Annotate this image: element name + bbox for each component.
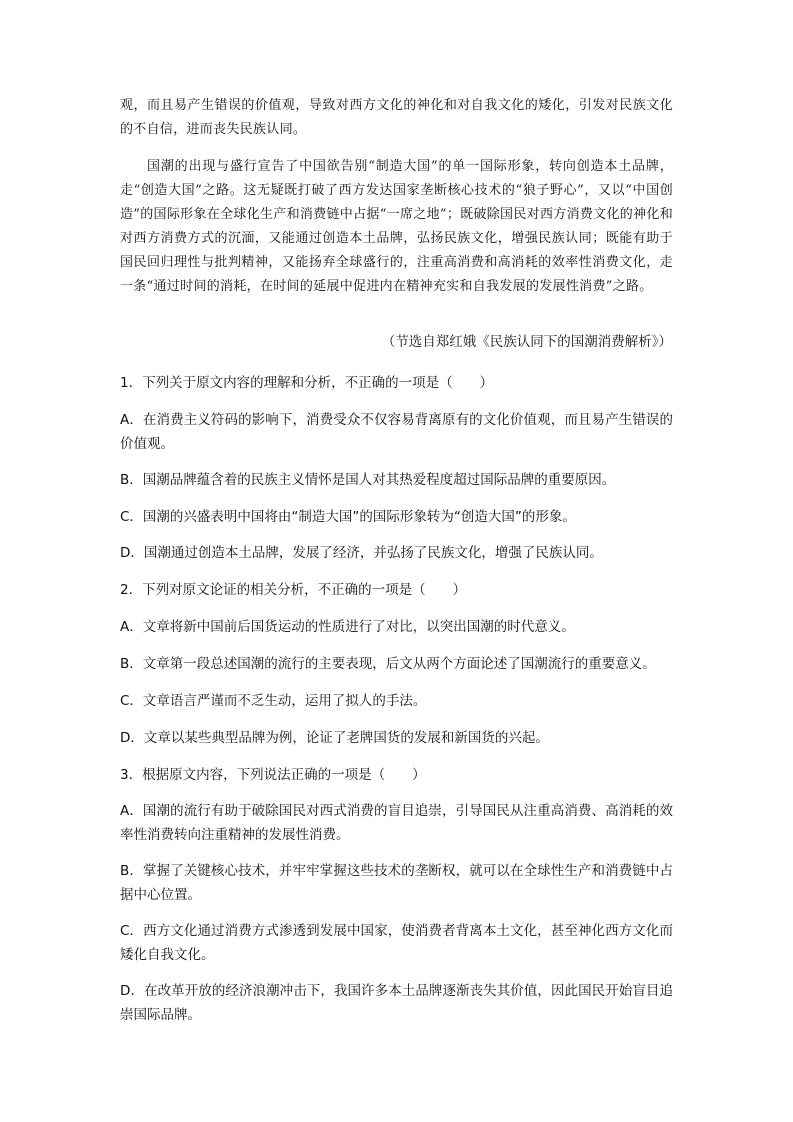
passage-paragraph-1-tail: 观，而且易产生错误的价值观，导致对西方文化的神化和对自我文化的矮化，引发对民族文化的不自信，进而丧失民族认同。 — [120, 98, 673, 137]
question-2-option-c: C．文章语言严谨而不乏生动，运用了拟人的手法。 — [120, 693, 427, 709]
question-1-option-b: B．国潮品牌蕴含着的民族主义情怀是国人对其热爱程度超过国际品牌的重要原因。 — [120, 472, 616, 488]
question-3-option-b: B．掌握了关键核心技术，并牢牢掌握这些技术的垄断权，就可以在全球性生产和消费链中占据中心位置。 — [120, 863, 673, 903]
question-2-option-d: D．文章以某些典型品牌为例，论证了老牌国货的发展和新国货的兴起。 — [120, 730, 549, 746]
question-1-option-c: C．国潮的兴盛表明中国将由“制造大国”的国际形象转为“创造大国”的形象。 — [120, 509, 576, 525]
question-3-option-a: A．国潮的流行有助于破除国民对西式消费的盲目追崇，引导国民从注重高消费、高消耗的效率性消费转向注重精神的发展性消费。 — [120, 803, 673, 843]
passage-source: （节选自郑红娥《民族认同下的国潮消费解析》） — [381, 334, 672, 350]
question-3-option-c: C．西方文化通过消费方式渗透到发展中国家，使消费者背离本土文化，甚至神化西方文化而矮化自我文化。 — [120, 923, 673, 963]
question-1-option-d: D．国潮通过创造本土品牌，发展了经济，并弘扬了民族文化，增强了民族认同。 — [120, 545, 603, 561]
question-1-stem: 1．下列关于原文内容的理解和分析，不正确的一项是（ ） — [120, 375, 494, 391]
passage-paragraph-2: 国潮的出现与盛行宣告了中国欲告别“制造大国”的单一国际形象，转向创造本土品牌，走“创造大国”之路。这无疑既打破了西方发达国家垄断核心技术的“狼子野心”，又以“中国创造”的国际形象在全球化生产和消费链中占据“一席之地”；既破除国民对西方消费文化的神化和对西方消费方式的沉湎，又能通过创造本土品牌，弘扬民族文化，增强民族认同；既能有助于国民回归理性与批判精神，又能扬弃全球盛行的，注重高消费和高消耗的效率性消费文化，走一条“通过时间的消耗，在时间的延展中促进内在精神充实和自我发展的发展性消费”之路。 — [120, 159, 673, 294]
question-2-stem: 2．下列对原文论证的相关分析，不正确的一项是（ ） — [120, 582, 467, 598]
question-1-option-a: A．在消费主义符码的影响下，消费受众不仅容易背离原有的文化价值观，而且易产生错误的价值观。 — [120, 412, 673, 452]
question-3-option-d: D．在改革开放的经济浪潮冲击下，我国许多本土品牌逐渐丧失其价值，因此国民开始盲目追崇国际品牌。 — [120, 983, 673, 1023]
question-2-option-a: A．文章将新中国前后国货运动的性质进行了对比，以突出国潮的时代意义。 — [120, 619, 575, 635]
question-2-option-b: B．文章第一段总述国潮的流行的主要表现，后文从两个方面论述了国潮流行的重要意义。 — [120, 656, 656, 672]
question-3-stem: 3．根据原文内容，下列说法正确的一项是（ ） — [120, 767, 426, 783]
